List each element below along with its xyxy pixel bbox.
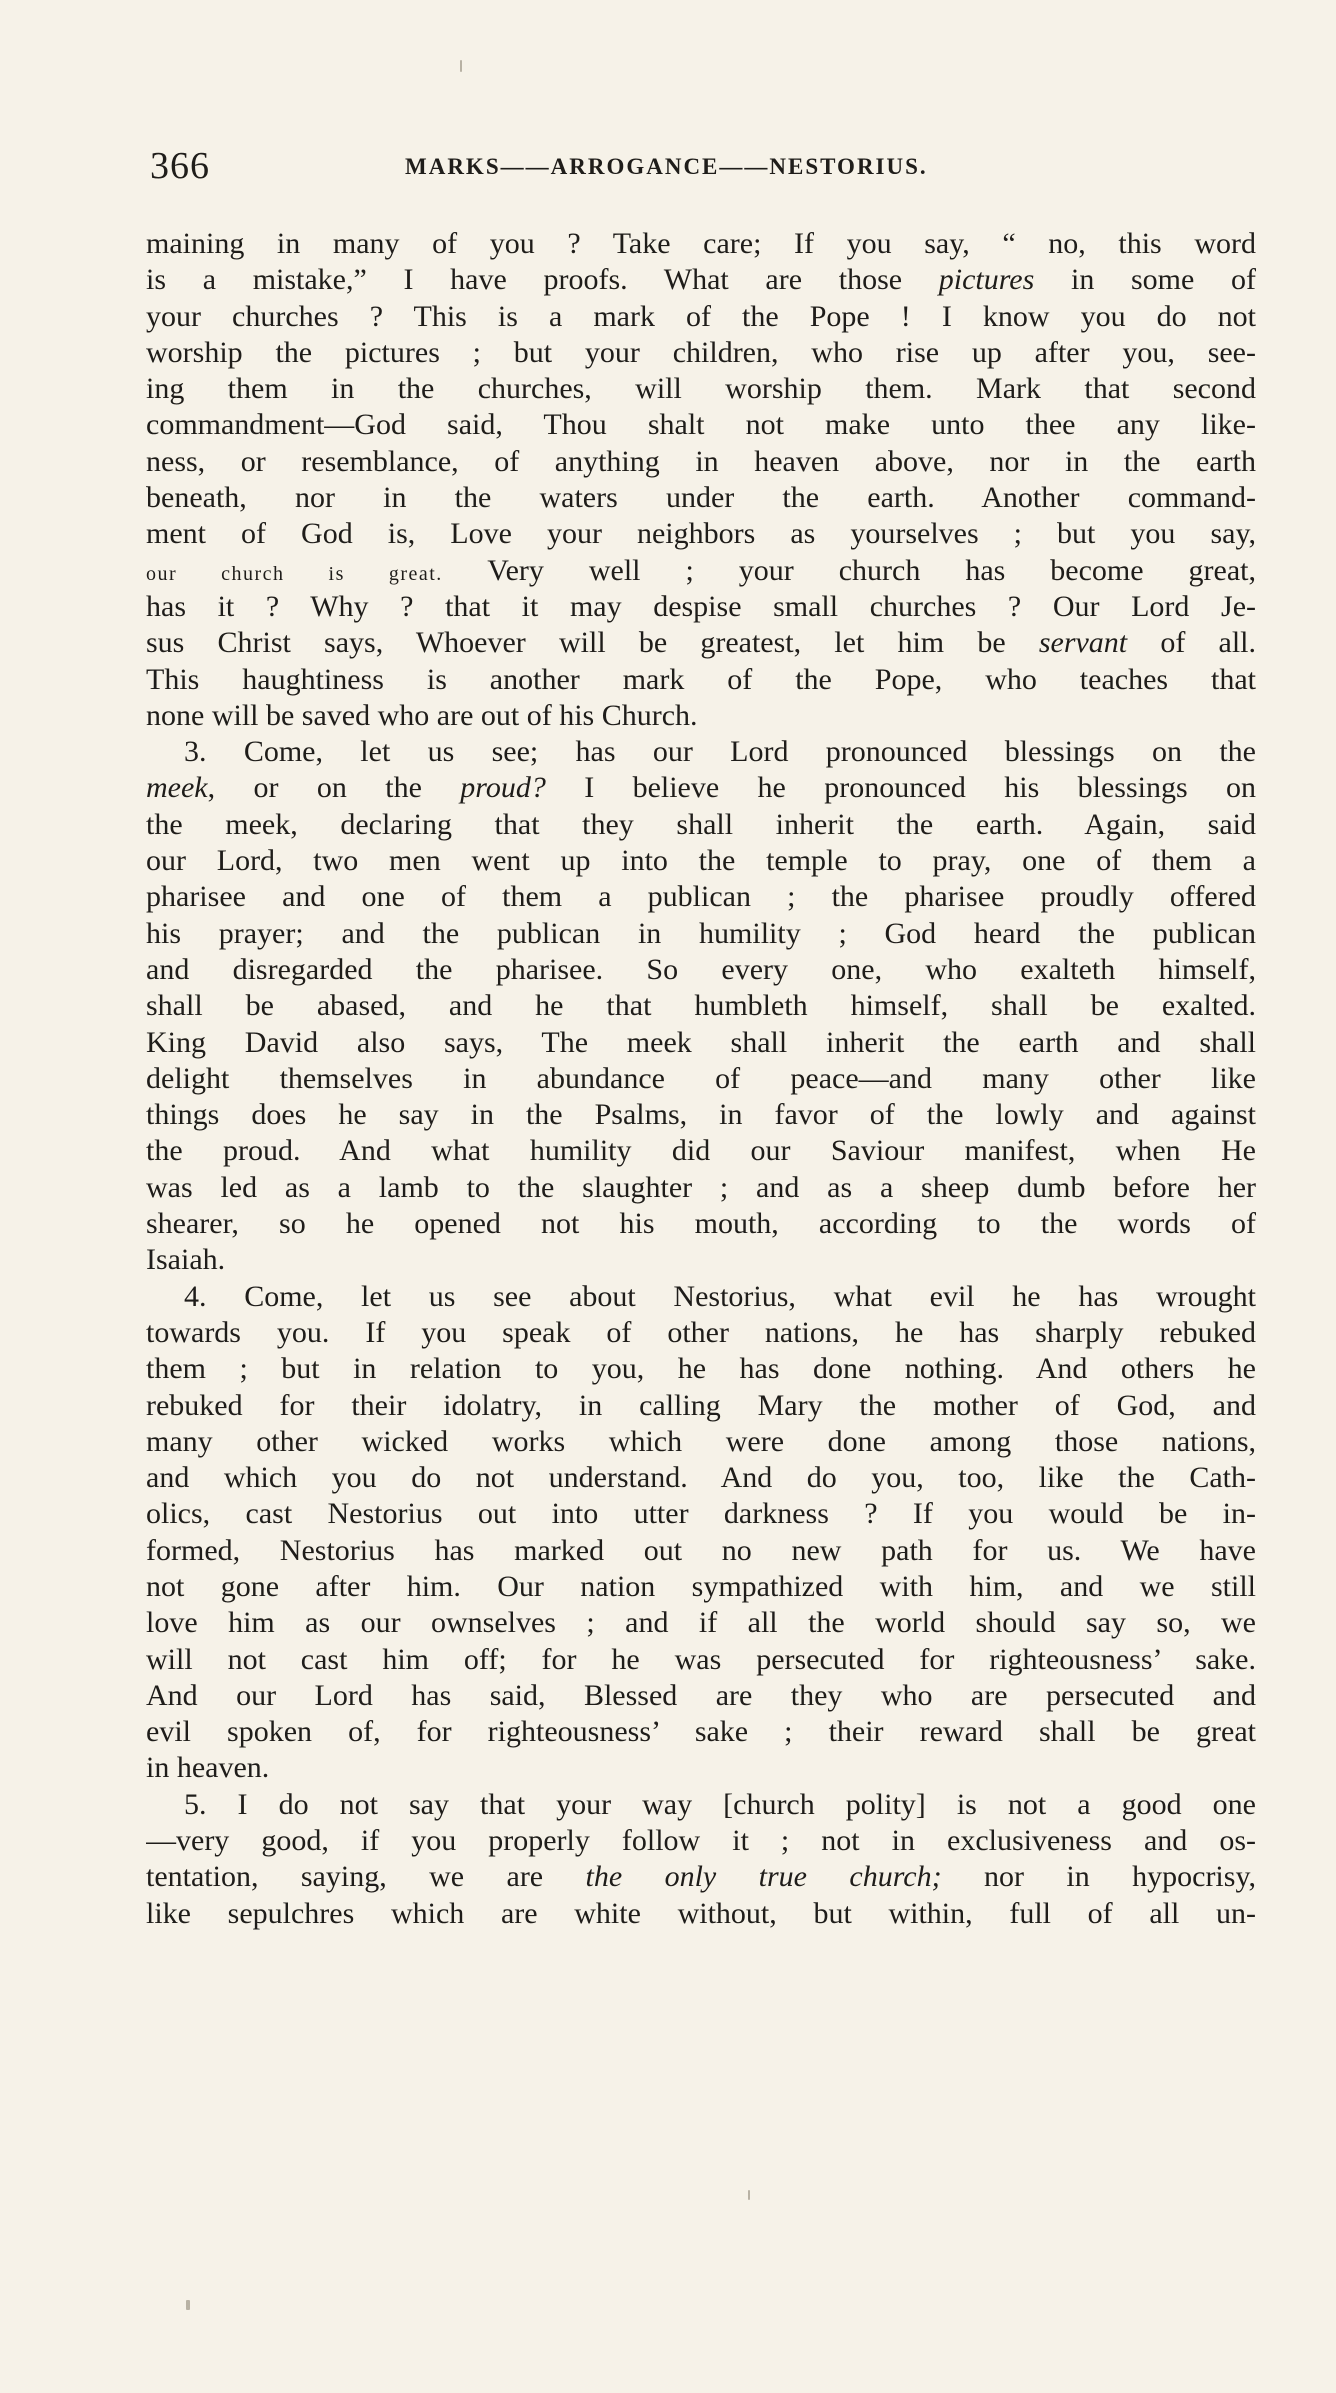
text-line: the meek, declaring that they shall inherit the earth. Again, said (146, 807, 1256, 841)
text-line: And our Lord has said, Blessed are they who are persecuted and (146, 1678, 1256, 1712)
text-line: our Lord, two men went up into the temple to pray, one of them a (146, 844, 1256, 878)
text-line: none will be saved who are out of his Church. (146, 698, 698, 732)
text-line: evil spoken of, for righteousness’ sake ; their reward shall be great (146, 1715, 1256, 1749)
text-line: Isaiah. (146, 1243, 226, 1277)
text-line: This haughtiness is another mark of the Pope, who teaches that (146, 662, 1256, 696)
text-line: sus Christ says, Whoever will be greatest, let him be servant of all. (146, 626, 1256, 660)
text-line: was led as a lamb to the slaughter ; and as a sheep dumb before her (146, 1170, 1256, 1204)
text-line: and which you do not understand. And do you, too, like the Cath- (146, 1461, 1256, 1495)
text-line: ment of God is, Love your neighbors as yourselves ; but you say, (146, 517, 1256, 551)
text-line: ing them in the churches, will worship them. Mark that second (146, 372, 1256, 406)
small-caps-our-church: our church is great. (146, 562, 443, 585)
text-line: pharisee and one of them a publican ; the pharisee proudly offered (146, 880, 1256, 914)
text-line: and disregarded the pharisee. So every one, who exalteth himself, (146, 952, 1256, 986)
text-line: will not cast him off; for he was persecuted for righteousness’ sake. (146, 1642, 1256, 1676)
text-line: his prayer; and the publican in humility ; God heard the publican (146, 916, 1256, 950)
running-title: MARKS——ARROGANCE——NESTORIUS. (405, 154, 928, 179)
text-line: the proud. And what humility did our Saviour manifest, when He (146, 1134, 1256, 1168)
text-line: them ; but in relation to you, he has done nothing. And others he (146, 1352, 1256, 1386)
text-line: your churches ? This is a mark of the Pope ! I know you do not (146, 299, 1256, 333)
emphasis-pictures: pictures (938, 263, 1035, 297)
paragraph-3-start: 3. Come, let us see; has our Lord pronounced blessings on the (184, 735, 1256, 769)
ink-speck (186, 2300, 190, 2310)
text-line: commandment—God said, Thou shalt not make unto thee any like- (146, 408, 1256, 442)
emphasis-meek: meek (146, 771, 208, 805)
text-line: ness, or resemblance, of anything in heaven above, nor in the earth (146, 444, 1256, 478)
text-line: many other wicked works which were done among those nations, (146, 1424, 1256, 1458)
text-line: has it ? Why ? that it may despise small churches ? Our Lord Je- (146, 589, 1256, 623)
text-line: our church is great. Very well ; your church has become great, (146, 553, 1256, 587)
text-line: things does he say in the Psalms, in favor of the lowly and against (146, 1098, 1256, 1132)
text-line: tentation, saying, we are the only true church; nor in hypocrisy, (146, 1860, 1256, 1894)
text-line: shall be abased, and he that humbleth himself, shall be exalted. (146, 989, 1256, 1023)
page-number: 366 (150, 145, 210, 187)
text-line: beneath, nor in the waters under the earth. Another command- (146, 481, 1256, 515)
text-line: worship the pictures ; but your children, who rise up after you, see- (146, 335, 1256, 369)
ink-speck (748, 2190, 750, 2200)
text-line: towards you. If you speak of other nations, he has sharply rebuked (146, 1315, 1256, 1349)
body-text (146, 226, 1256, 1932)
text-line: is a mistake,” I have proofs. What are those pictures in some of (146, 263, 1256, 297)
running-head (150, 146, 1230, 196)
paragraph-4-start: 4. Come, let us see about Nestorius, what evil he has wrought (184, 1279, 1256, 1313)
text-line: meek, or on the proud? I believe he pronounced his blessings on (146, 771, 1256, 805)
text-line: not gone after him. Our nation sympathized with him, and we still (146, 1569, 1256, 1603)
text-line: maining in many of you ? Take care; If you say, “ no, this word (146, 227, 1256, 260)
paragraph-5-start: 5. I do not say that your way [church polity] is not a good one (184, 1787, 1256, 1821)
text-line: like sepulchres which are white without, but within, full of all un- (146, 1896, 1256, 1930)
emphasis-proud: proud? (460, 771, 546, 805)
text-line: delight themselves in abundance of peace—and many other like (146, 1061, 1256, 1095)
emphasis-only-true-church: the only true church; (585, 1860, 942, 1894)
text-line: King David also says, The meek shall inherit the earth and shall (146, 1025, 1256, 1059)
emphasis-servant: servant (1038, 626, 1128, 660)
text-line: shearer, so he opened not his mouth, according to the words of (146, 1207, 1256, 1241)
text-line: love him as our ownselves ; and if all the world should say so, we (146, 1606, 1256, 1640)
text-line: rebuked for their idolatry, in calling Mary the mother of God, and (146, 1388, 1256, 1422)
text-line: —very good, if you properly follow it ; not in exclusiveness and os- (146, 1824, 1256, 1858)
ink-speck (460, 60, 462, 72)
text-line: in heaven. (146, 1751, 270, 1785)
text-line: formed, Nestorius has marked out no new path for us. We have (146, 1533, 1256, 1567)
text-line: olics, cast Nestorius out into utter darkness ? If you would be in- (146, 1497, 1256, 1531)
